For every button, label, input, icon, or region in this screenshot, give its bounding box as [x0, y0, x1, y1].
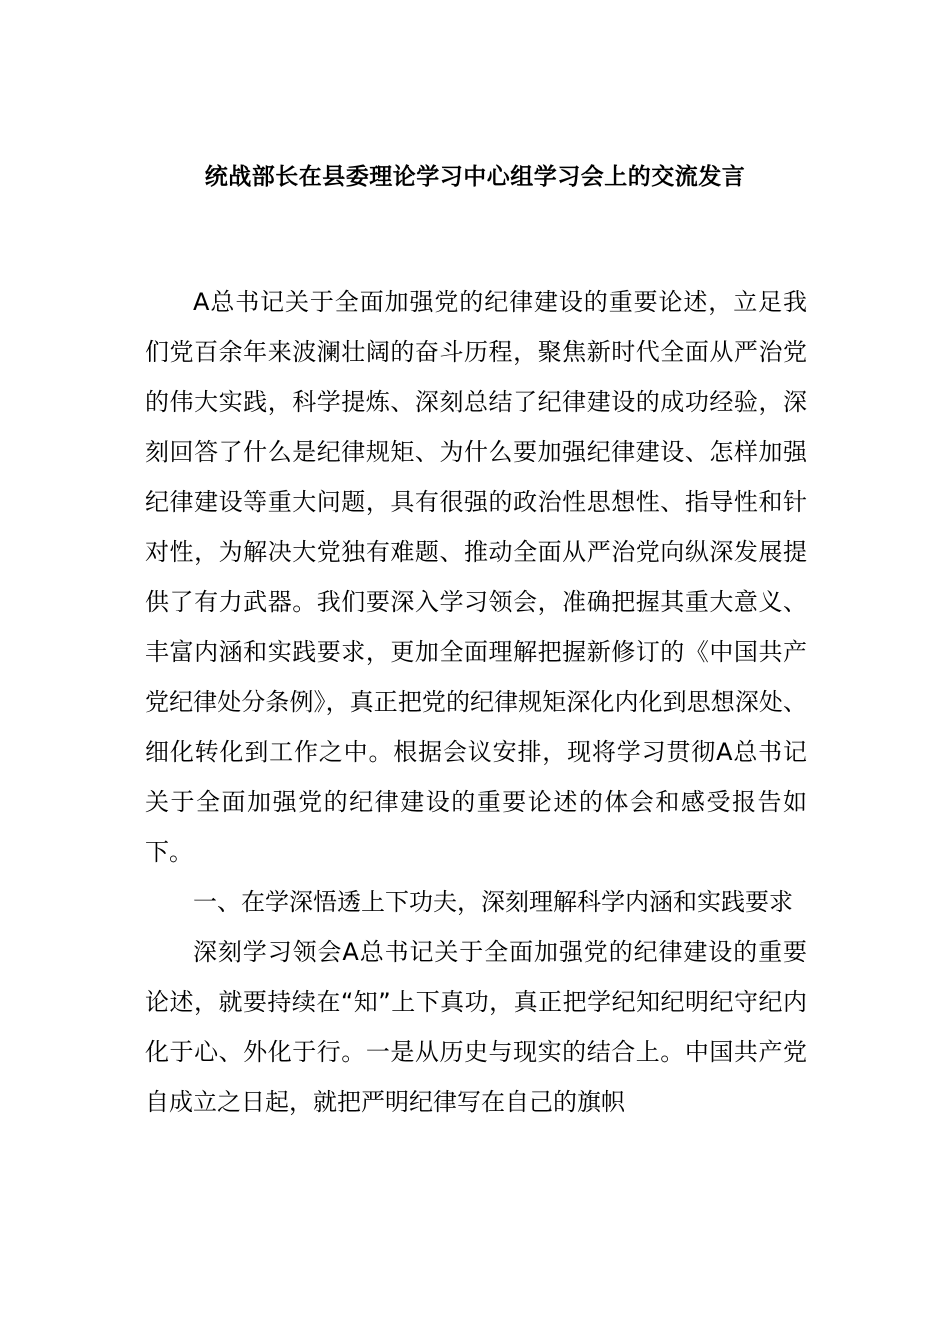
section-heading-1: 一、在学深悟透上下功夫，深刻理解科学内涵和实践要求 — [193, 888, 793, 916]
document-body — [145, 277, 807, 1127]
document-title: 统战部长在县委理论学习中心组学习会上的交流发言 — [204, 164, 746, 190]
paragraph-section-1: 深刻学习领会A总书记关于全面加强党的纪律建设的重要论述，就要持续在“知”上下真功，真正把学纪知纪明纪守纪内化于心、外化于行。一是从历史与现实的结合上。中国共产党自成立之日起，就把严明纪律写在自己的旗帜 — [145, 938, 807, 1116]
paragraph-intro: A总书记关于全面加强党的纪律建设的重要论述，立足我们党百余年来波澜壮阔的奋斗历程，聚焦新时代全面从严治党的伟大实践，科学提炼、深刻总结了纪律建设的成功经验，深刻回答了什么是纪律规矩、为什么要加强纪律建设、怎样加强纪律建设等重大问题，具有很强的政治性思想性、指导性和针对性，为解决大党独有难题、推动全面从严治党向纵深发展提供了有力武器。我们要深入学习领会，准确把握其重大意义、丰富内涵和实践要求，更加全面理解把握新修订的《中国共产党纪律处分条例》，真正把党的纪律规矩深化内化到思想深处、细化转化到工作之中。根据会议安排，现将学习贯彻A总书记关于全面加强党的纪律建设的重要论述的体会和感受报告如下。 — [145, 288, 807, 866]
